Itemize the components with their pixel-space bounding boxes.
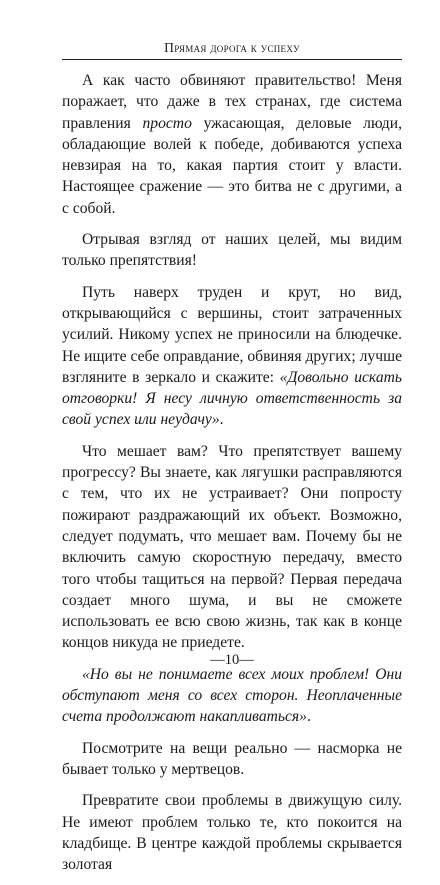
quote-text: «Довольно искать отговорки! Я несу личную ответственность за свой успех или неудачу» [62, 368, 402, 429]
emphasis-text: просто [142, 114, 192, 132]
running-head: Прямая дорога к успеху [164, 40, 300, 55]
paragraph-2: Отрывая взгляд от наших целей, мы видим только препятствия! [62, 231, 402, 270]
paragraph-3: Путь наверх труден и крут, но вид, открывающийся с вершины, стоит затраченных усилий. Никому успех не приносили на блюдечке. Не ищите себе оправдание, обвиняя других; лучше взгляните в зеркало и скажите: «Довольно искать отговорки! Я несу личную ответственность за свой успех или неудачу». [62, 283, 402, 429]
paragraph-6: Посмотрите на вещи реально — насморка не бывает только у мертвецов. [62, 739, 402, 778]
header-rule [62, 59, 402, 60]
page-number: —10— [210, 652, 254, 668]
paragraph-4: Что мешает вам? Что препятствует вашему прогрессу? Вы знаете, как лягушки расправляются с тем, что их не устраивает? Они попросту пожирают раздражающий их объект. Возможно, следует подумать, что мешает вам. Почему бы не включить самую скоростную передачу, вместо того чтобы тащиться на первой? Первая передача создает много шума, и вы не сможете использовать ее всю свою жизнь, так как в конце концов никуда не приедете. [62, 442, 402, 652]
body-text [62, 64, 402, 885]
paragraph-5: «Но вы не понимаете всех моих проблем! Они обступают меня со всех сторон. Неоплаченные счета продолжают накапливаться». [62, 665, 402, 726]
paragraph-1: А как часто обвиняют правительство! Меня поражает, что даже в тех странах, где система правления просто ужасающая, деловые люди, обладающие волей к победе, добиваются успеха невзирая на то, какая партия стоит у власти. Настоящее сражение — это битва не с другими, а с собой. [62, 72, 402, 217]
paragraph-7: Превратите свои проблемы в движущую силу. Не имеют проблем только те, кто покоится на кладбище. В центре каждой проблемы скрывается золотая [62, 792, 402, 874]
quote-text: «Но вы не понимаете всех моих проблем! Они обступают меня со всех сторон. Неоплаченные счета продолжают накапливаться» [62, 665, 402, 726]
